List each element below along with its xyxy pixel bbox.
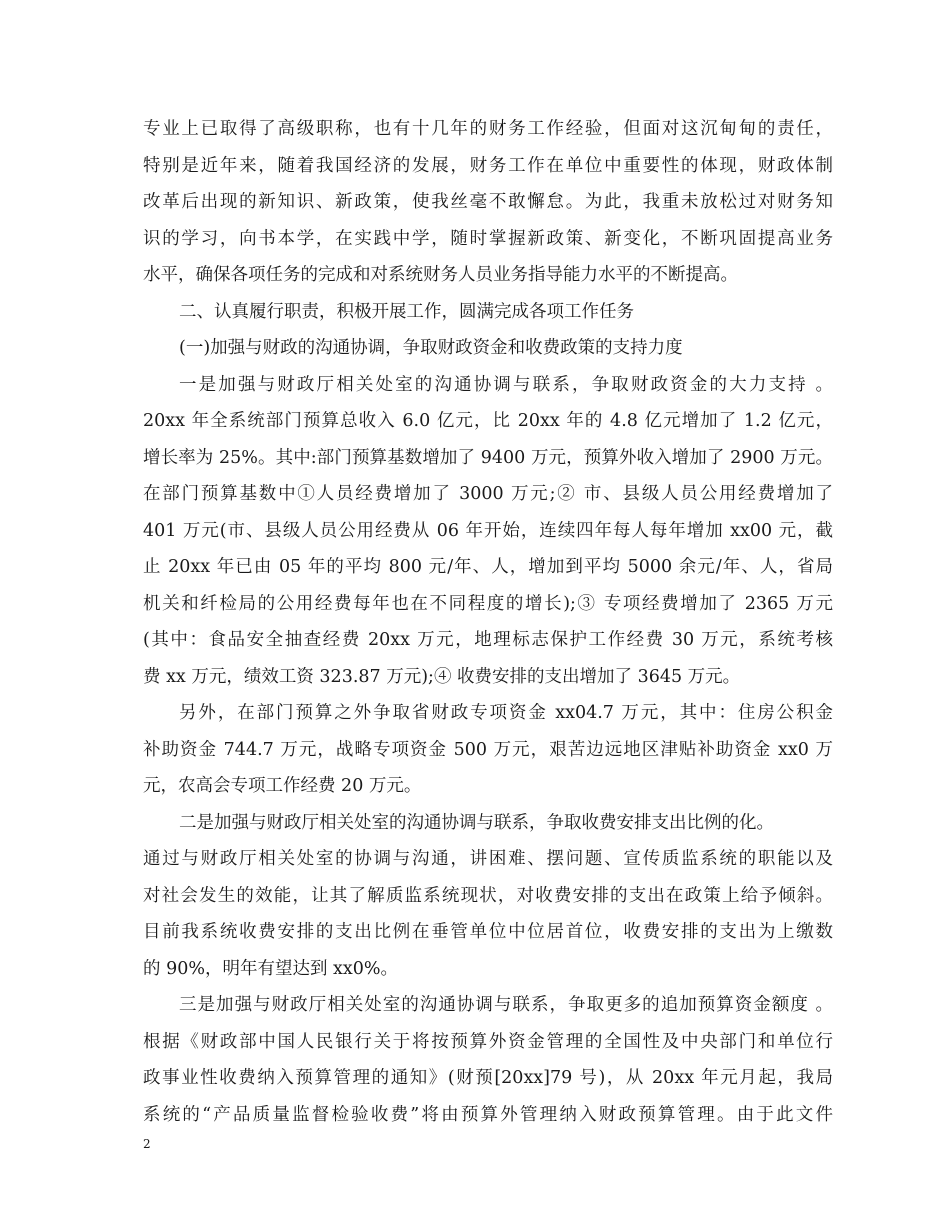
text-line: 的 90%，明年有望达到 xx0%。 — [143, 958, 399, 979]
text-line: 对社会发生的效能，让其了解质监系统现状，对收费安排的支出在政策上给予倾斜。 — [143, 885, 833, 906]
text-line: 增长率为 25%。其中:部门预算基数增加了 9400 万元，预算外收入增加了 2900 万元。 — [143, 447, 833, 468]
text-line: 水平，确保各项任务的完成和对系统财务人员业务指导能力水平的不断提高。 — [143, 265, 738, 285]
page-number: 2 — [143, 1137, 151, 1151]
text-line: 系统的“产品质量监督检验收费”将由预算外管理纳入财政预算管理。由于此文件 — [143, 1104, 833, 1125]
text-line: 止 20xx 年已由 05 年的平均 800 元/年、人，增加到平均 5000 余元/年、人，省局 — [143, 557, 833, 577]
text-line: 元，农高会专项工作经费 20 万元。 — [143, 776, 422, 796]
text-line: 20xx 年全系统部门预算总收入 6.0 亿元，比 20xx 年的 4.8 亿元增加了 1.2 亿元， — [143, 411, 833, 431]
text-line: (一)加强与财政的沟通协调，争取财政资金和收费政策的支持力度 — [179, 338, 683, 358]
text-line: 另外，在部门预算之外争取省财政专项资金 xx04.7 万元，其中：住房公积金 — [179, 703, 833, 723]
text-line: 通过与财政厅相关处室的协调与沟通，讲困难、摆问题、宣传质监系统的职能以及 — [143, 849, 833, 869]
text-line: 目前我系统收费安排的支出比例在垂管单位中位居首位，收费安排的支出为上缴数 — [143, 922, 833, 942]
document-body — [143, 111, 833, 1133]
text-line: 401 万元(市、县级人员公用经费从 06 年开始，连续四年每人每年增加 xx00 元，截 — [143, 520, 833, 541]
text-line: 二是加强与财政厅相关处室的沟通协调与联系，争取收费安排支出比例的化。 — [179, 812, 774, 833]
text-line: 机关和纤检局的公用经费每年也在不同程度的增长);③ 专项经费增加了 2365 万元 — [143, 593, 833, 614]
text-line: 补助资金 744.7 万元，战略专项资金 500 万元，艰苦边远地区津贴补助资金 xx0 万 — [143, 739, 833, 760]
text-line: 专业上已取得了高级职称，也有十几年的财务工作经验，但面对这沉甸甸的责任， — [143, 119, 833, 139]
text-line: 识的学习，向书本学，在实践中学，随时掌握新政策、新变化，不断巩固提高业务 — [143, 228, 833, 249]
text-line: (其中：食品安全抽查经费 20xx 万元，地理标志保护工作经费 30 万元，系统考核 — [143, 630, 833, 650]
text-line: 三是加强与财政厅相关处室的沟通协调与联系，争取更多的追加预算资金额度 。 — [179, 995, 833, 1015]
text-line: 根据《财政部中国人民银行关于将按预算外资金管理的全国性及中央部门和单位行 — [143, 1031, 833, 1052]
text-line: 一是加强与财政厅相关处室的沟通协调与联系，争取财政资金的大力支持 。 — [179, 374, 833, 395]
text-line: 改革后出现的新知识、新政策，使我丝毫不敢懈怠。为此，我重未放松过对财务知 — [143, 192, 833, 212]
text-line: 特别是近年来，随着我国经济的发展，财务工作在单位中重要性的体现，财政体制 — [143, 155, 833, 176]
text-line: 在部门预算基数中①人员经费增加了 3000 万元;② 市、县级人员公用经费增加了 — [143, 484, 833, 504]
text-line: 政事业性收费纳入预算管理的通知》(财预[20xx]79 号)，从 20xx 年元月起，我局 — [143, 1068, 833, 1088]
text-line: 费 xx 万元，绩效工资 323.87 万元);④ 收费安排的支出增加了 3645 万元。 — [143, 666, 741, 687]
text-line: 二、认真履行职责，积极开展工作，圆满完成各项工作任务 — [179, 301, 634, 322]
